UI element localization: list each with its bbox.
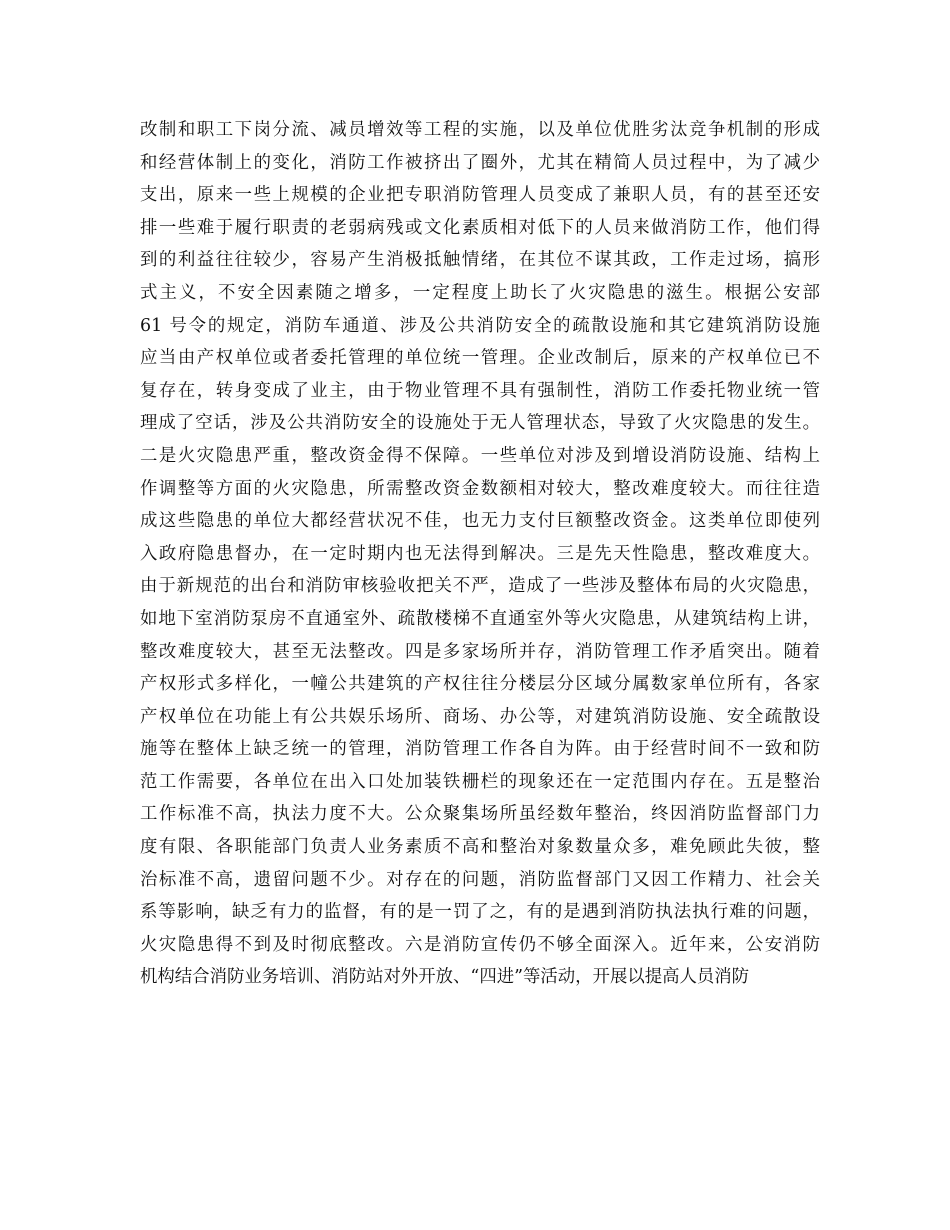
text-line: 系等影响，缺乏有力的监督，有的是一罚了之，有的是遇到消防执法执行难的问题， bbox=[140, 902, 820, 923]
text-line: 治标准不高，遗留问题不少。对存在的问题，消防监督部门又因工作精力、社会关 bbox=[140, 869, 820, 890]
text-line: 复存在，转身变成了业主，由于物业管理不具有强制性，消防工作委托物业统一管 bbox=[140, 380, 820, 401]
text-line: 产权形式多样化，一幢公共建筑的产权往往分楼层分区域分属数家单位所有，各家 bbox=[140, 674, 820, 695]
text-line: 机构结合消防业务培训、消防站对外开放、“四进”等活动，开展以提高人员消防 bbox=[140, 967, 750, 988]
text-line: 作调整等方面的火灾隐患，所需整改资金数额相对较大，整改难度较大。而往往造 bbox=[140, 478, 820, 499]
body-text bbox=[140, 114, 820, 994]
text-line: 应当由产权单位或者委托管理的单位统一管理。企业改制后，原来的产权单位已不 bbox=[140, 348, 820, 369]
text-line: 式主义，不安全因素随之增多，一定程度上助长了火灾隐患的滋生。根据公安部 bbox=[140, 282, 820, 303]
text-line: 范工作需要，各单位在出入口处加装铁栅栏的现象还在一定范围内存在。五是整治 bbox=[140, 771, 820, 792]
text-line: 工作标准不高，执法力度不大。公众聚集场所虽经数年整治，终因消防监督部门力 bbox=[140, 804, 820, 825]
text-line: 二是火灾隐患严重，整改资金得不保障。一些单位对涉及到增设消防设施、结构上 bbox=[140, 445, 820, 466]
text-line: 入政府隐患督办，在一定时期内也无法得到解决。三是先天性隐患，整改难度大。 bbox=[140, 543, 820, 564]
text-line: 理成了空话，涉及公共消防安全的设施处于无人管理状态，导致了火灾隐患的发生。 bbox=[140, 413, 820, 434]
text-line: 度有限、各职能部门负责人业务素质不高和整治对象数量众多，难免顾此失彼，整 bbox=[140, 837, 820, 858]
text-line: 和经营体制上的变化，消防工作被挤出了圈外，尤其在精简人员过程中，为了减少 bbox=[140, 152, 820, 173]
text-line: 如地下室消防泵房不直通室外、疏散楼梯不直通室外等火灾隐患，从建筑结构上讲， bbox=[140, 608, 820, 629]
text-line: 由于新规范的出台和消防审核验收把关不严，造成了一些涉及整体布局的火灾隐患， bbox=[140, 576, 820, 597]
text-line: 到的利益往往较少，容易产生消极抵触情绪，在其位不谋其政，工作走过场，搞形 bbox=[140, 250, 820, 271]
text-line: 整改难度较大，甚至无法整改。四是多家场所并存，消防管理工作矛盾突出。随着 bbox=[140, 641, 820, 662]
text-line: 成这些隐患的单位大都经营状况不佳，也无力支付巨额整改资金。这类单位即使列 bbox=[140, 511, 820, 532]
text-line: 排一些难于履行职责的老弱病残或文化素质相对低下的人员来做消防工作，他们得 bbox=[140, 217, 820, 238]
text-line: 施等在整体上缺乏统一的管理，消防管理工作各自为阵。由于经营时间不一致和防 bbox=[140, 739, 820, 760]
text-line: 产权单位在功能上有公共娱乐场所、商场、办公等，对建筑消防设施、安全疏散设 bbox=[140, 706, 820, 727]
text-line: 改制和职工下岗分流、减员增效等工程的实施，以及单位优胜劣汰竞争机制的形成 bbox=[140, 120, 820, 140]
text-line: 火灾隐患得不到及时彻底整改。六是消防宣传仍不够全面深入。近年来，公安消防 bbox=[140, 934, 820, 955]
text-line: 支出，原来一些上规模的企业把专职消防管理人员变成了兼职人员，有的甚至还安 bbox=[140, 185, 820, 206]
text-line: 61 号令的规定，消防车通道、涉及公共消防安全的疏散设施和其它建筑消防设施 bbox=[140, 315, 820, 336]
